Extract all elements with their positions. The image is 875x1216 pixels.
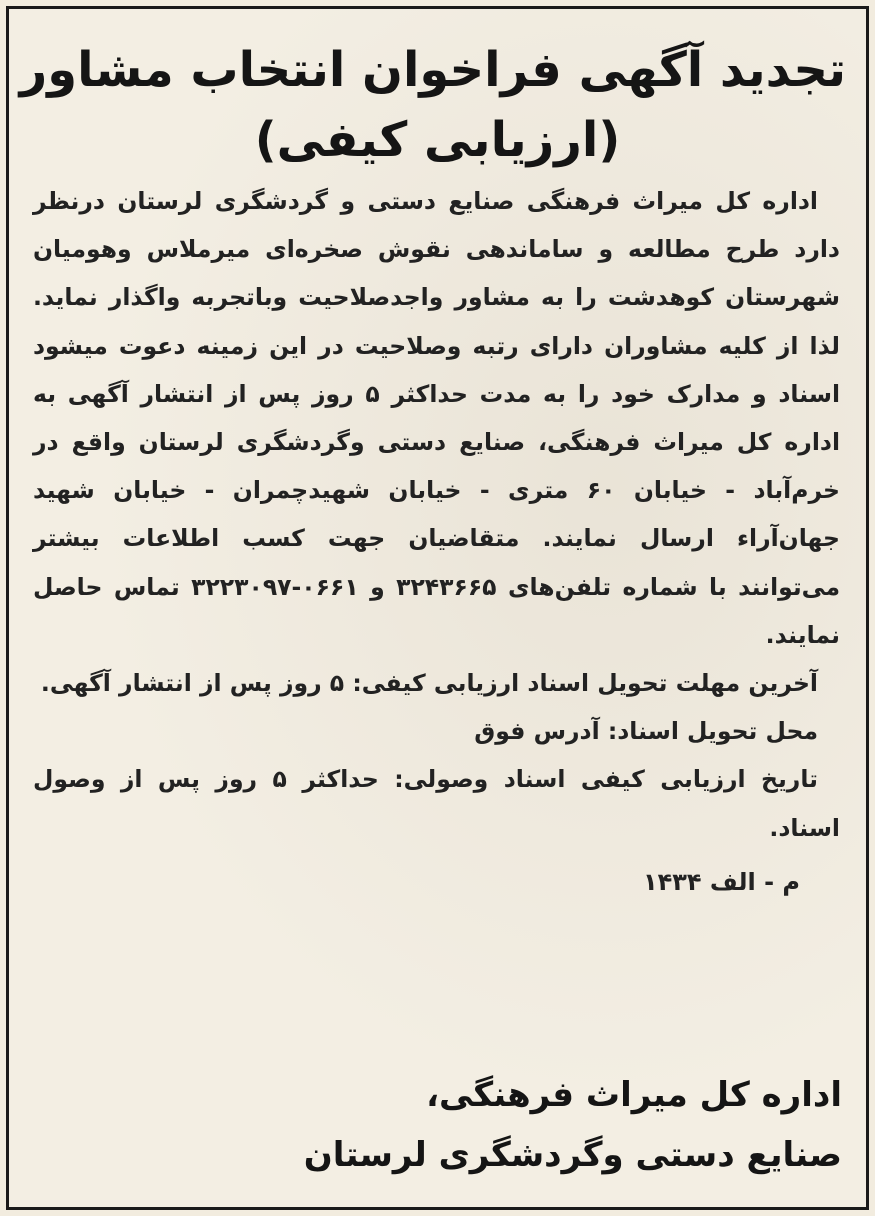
title-line-2: (ارزیابی کیفی) (254, 112, 621, 168)
signature-line-1: اداره کل میراث فرهنگی، (426, 1075, 842, 1115)
notice-body (9, 175, 866, 906)
title-line-1: تجدید آگهی فراخوان انتخاب مشاور (19, 42, 846, 98)
notice-title (9, 9, 866, 175)
signature-line-2: صنایع دستی وگردشگری لرستان (303, 1135, 842, 1175)
notice-frame (6, 6, 869, 1210)
notice-code: م - الف ۱۴۳۴ (642, 867, 800, 896)
evaluation-date: تاریخ ارزیابی کیفی اسناد وصولی: حداکثر ۵ روز پس از وصول اسناد. (33, 765, 840, 842)
delivery-location: محل تحویل اسناد: آدرس فوق (474, 717, 818, 746)
deadline-paragraph: آخرین مهلت تحویل اسناد ارزیابی کیفی: ۵ روز پس از انتشار آگهی. (40, 669, 818, 698)
notice-main-paragraph: اداره کل میراث فرهنگی صنایع دستی و گردشگری لرستان درنظر دارد طرح مطالعه و ساماندهی نقوش صخره‌ای میرملاس وهومیان شهرستان کوهدشت را به مشاور واجدصلاحیت وباتجربه واگذار نماید. لذا از کلیه مشاوران دارای رتبه وصلاحیت در این زمینه دعوت میشود اسناد و مدارک خود را به مدت حداکثر ۵ روز پس از انتشار آگهی به اداره کل میراث فرهنگی، صنایع دستی وگردشگری لرستان واقع در خرم‌آباد - خیابان ۶۰ متری - خیابان شهیدچمران - خیابان شهید جهان‌آراء ارسال نمایند. متقاضیان جهت کسب اطلاعات بیشتر می‌توانند با شماره تلفن‌های ۳۲۴۳۶۶۵ و ۰۶۶۱-۳۲۲۳۰۹۷ تماس حاصل نمایند. (33, 187, 841, 649)
issuer-signature (304, 1065, 842, 1185)
